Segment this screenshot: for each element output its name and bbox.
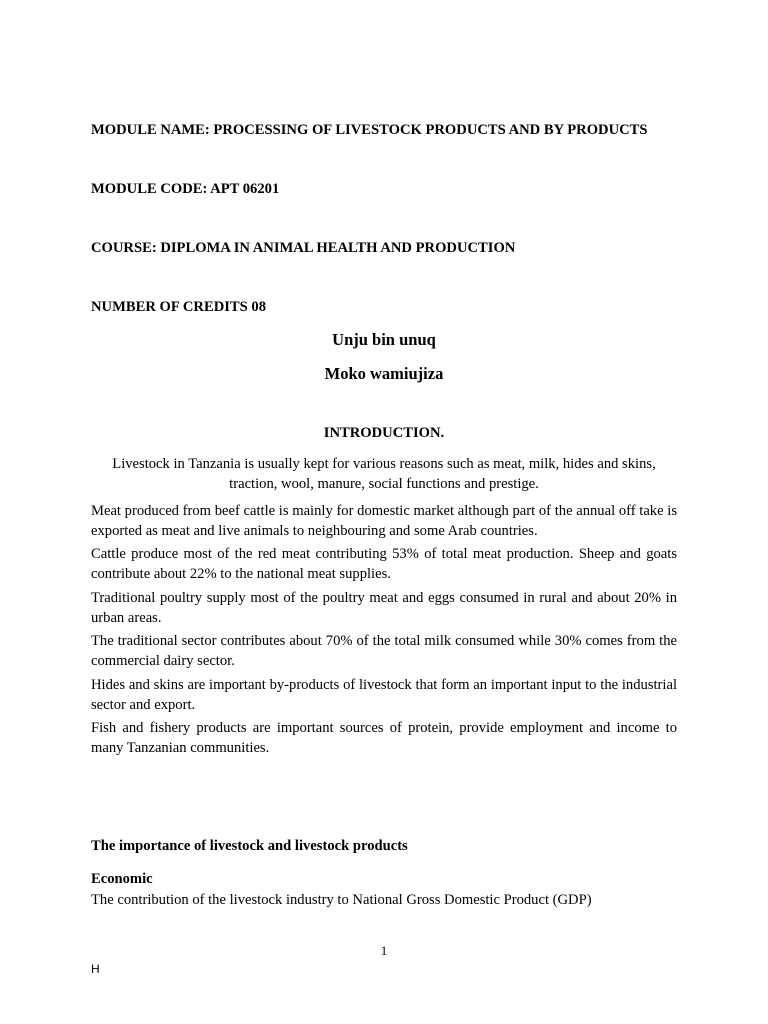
course: COURSE: DIPLOMA IN ANIMAL HEALTH AND PRODUCTION: [91, 240, 516, 256]
economic-subheading: Economic: [91, 871, 153, 887]
intro-paragraph-6: Hides and skins are important by-products of livestock that form an important input to the industrial sector and export.: [91, 677, 677, 713]
intro-paragraph-1: Livestock in Tanzania is usually kept for various reasons such as meat, milk, hides and skins, traction, wool, manure, social functions and prestige.: [112, 456, 656, 492]
author-1: Unju bin unuq: [332, 330, 436, 349]
economic-text: The contribution of the livestock industry to National Gross Domestic Product (GDP): [91, 892, 592, 908]
author-2: Moko wamiujiza: [324, 364, 444, 383]
module-code: MODULE CODE: APT 06201: [91, 181, 280, 197]
page-number: 1: [380, 943, 388, 958]
credits: NUMBER OF CREDITS 08: [91, 299, 267, 315]
footer-mark: H: [91, 962, 100, 976]
introduction-title: INTRODUCTION.: [323, 425, 445, 441]
module-name: MODULE NAME: PROCESSING OF LIVESTOCK PRODUCTS AND BY PRODUCTS: [91, 122, 648, 138]
intro-paragraph-7: Fish and fishery products are important sources of protein, provide employment and income to many Tanzanian communities.: [91, 720, 677, 756]
intro-paragraph-4: Traditional poultry supply most of the poultry meat and eggs consumed in rural and about 20% in urban areas.: [91, 590, 677, 626]
intro-paragraph-2: Meat produced from beef cattle is mainly for domestic market although part of the annual off take is exported as meat and live animals to neighbouring and some Arab countries.: [91, 503, 677, 539]
importance-title: The importance of livestock and livestock products: [91, 838, 408, 854]
intro-paragraph-5: The traditional sector contributes about 70% of the total milk consumed while 30% comes from the commercial dairy sector.: [91, 633, 677, 669]
intro-paragraph-3: Cattle produce most of the red meat contributing 53% of total meat production. Sheep and goats contribute about 22% to the national meat supplies.: [91, 546, 677, 582]
